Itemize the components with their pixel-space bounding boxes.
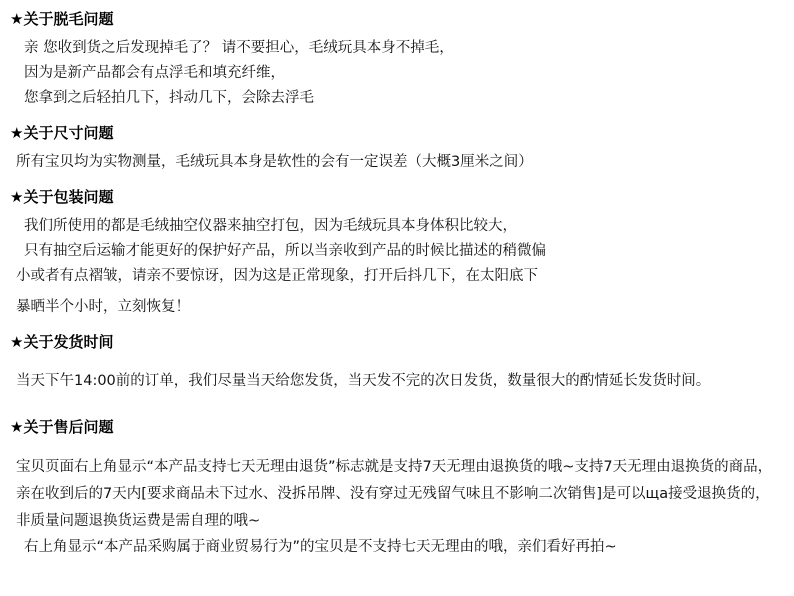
section-packaging-line-3: 小或者有点褶皱，请亲不要惊讶，因为这是正常现象，打开后抖几下，在太阳底下 [16, 268, 538, 284]
section-packaging-line-1: 我们所使用的都是毛绒抽空仪器来抽空打包，因为毛绒玩具本身体积比较大， [24, 218, 517, 234]
section-heading-shipping-time: ★关于发货时间 [10, 333, 114, 351]
section-packaging [10, 186, 784, 320]
section-packaging-line-2: 只有抽空后运输才能更好的保护好产品，所以当亲收到产品的时候比描述的稍微偏 [24, 243, 546, 259]
section-shipping-time [10, 331, 784, 394]
section-after-sales-paragraph-1: 宝贝页面右上角显示“本产品支持七天无理由退货”标志就是支持7天无理由退换货的哦~支持7天无理由退换货的商品，亲在收到后的7天内[要求商品未下过水、没拆吊牌、没有穿过无残留气味且不影响二次销售]是可以ща接受退换货的，非质量问题退换货运费是需自理的哦~ [16, 459, 773, 529]
section-heading-after-sales: ★关于售后问题 [10, 418, 114, 436]
section-hair-loss-line-3: 您拿到之后轻拍几下，抖动几下，会除去浮毛 [24, 90, 314, 106]
section-size [10, 122, 784, 175]
section-packaging-line-4: 暴晒半个小时，立刻恢复！ [16, 299, 190, 315]
section-heading-packaging: ★关于包装问题 [10, 188, 114, 206]
section-size-line-1: 所有宝贝均为实物测量，毛绒玩具本身是软性的会有一定误差（大概3厘米之间） [16, 154, 533, 170]
section-shipping-time-line-1: 当天下午14:00前的订单，我们尽量当天给您发货，当天发不完的次日发货，数量很大的酌情延长发货时间。 [16, 373, 711, 389]
section-hair-loss-line-1: 亲 您收到货之后发现掉毛了？ 请不要担心，毛绒玩具本身不掉毛， [24, 40, 454, 56]
section-heading-hair-loss: ★关于脱毛问题 [10, 10, 114, 28]
section-after-sales-line-2: 右上角显示“本产品采购属于商业贸易行为”的宝贝是不支持七天无理由的哦，亲们看好再拍~ [24, 539, 617, 555]
section-hair-loss [10, 8, 784, 111]
section-heading-size: ★关于尺寸问题 [10, 124, 114, 142]
section-hair-loss-line-2: 因为是新产品都会有点浮毛和填充纤维， [24, 65, 285, 81]
section-after-sales [10, 416, 784, 560]
